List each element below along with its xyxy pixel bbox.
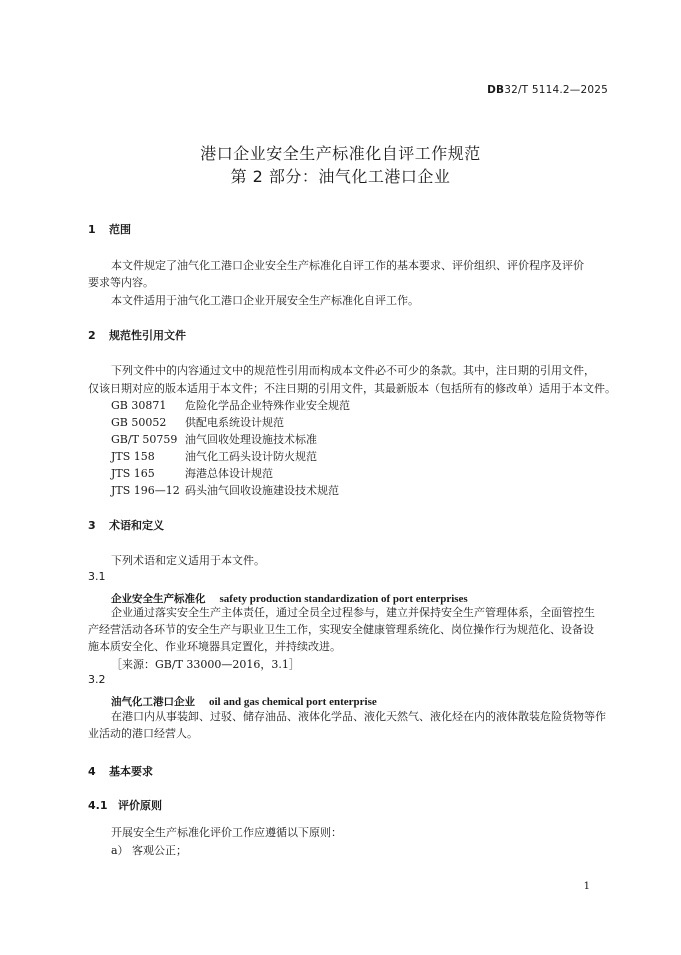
- section-1-paragraph: 本文件规定了油气化工港口企业安全生产标准化自评工作的基本要求、评价组织、评价程序及评价: [111, 259, 584, 272]
- term-3-1-number: 3.1: [88, 570, 106, 583]
- section-4-heading: 4 基本要求: [88, 765, 153, 778]
- term-3-1-definition-cont: 产经营活动各环节的安全生产与职业卫生工作，实现安全健康管理系统化、岗位操作行为规范化、设备设: [88, 623, 594, 636]
- section-1-paragraph-cont: 要求等内容。: [88, 276, 154, 289]
- reference-item: JTS 158 油气化工码头设计防火规范: [111, 450, 317, 463]
- reference-item: GB 30871 危险化学品企业特殊作业安全规范: [111, 399, 350, 412]
- section-4-1-heading: 4.1 评价原则: [88, 799, 162, 812]
- section-1-scope: 本文件适用于油气化工港口企业开展安全生产标准化自评工作。: [111, 294, 419, 307]
- section-2-paragraph-cont: 仅该日期对应的版本适用于本文件；不注日期的引用文件，其最新版本（包括所有的修改单）适用于本文件。: [88, 382, 616, 395]
- section-3-heading: 3 术语和定义: [88, 519, 164, 532]
- section-4-1-paragraph: 开展安全生产标准化评价工作应遵循以下原则：: [111, 826, 342, 839]
- reference-item: JTS 165 海港总体设计规范: [111, 467, 273, 480]
- document-title: 港口企业安全生产标准化自评工作规范: [200, 144, 481, 163]
- term-3-1-definition: 企业通过落实安全生产主体责任，通过全员全过程参与，建立并保持安全生产管理体系，全面管控生: [111, 606, 595, 619]
- document-code: DB32/T 5114.2—2025: [487, 84, 608, 96]
- term-3-1-title: 企业安全生产标准化 safety production standardization of port enterprises: [111, 593, 468, 605]
- list-item-a: a） 客观公正；: [111, 844, 188, 857]
- reference-item: GB 50052 供配电系统设计规范: [111, 416, 284, 429]
- term-3-2-title: 油气化工港口企业 oil and gas chemical port enterprise: [111, 696, 377, 708]
- section-2-heading: 2 规范性引用文件: [88, 329, 186, 342]
- term-3-2-definition: 在港口内从事装卸、过驳、储存油品、液体化学品、液化天然气、液化烃在内的液体散装危险货物等作: [111, 710, 606, 723]
- section-1-heading: 1 范围: [88, 223, 131, 236]
- reference-item: GB/T 50759 油气回收处理设施技术标准: [111, 433, 317, 446]
- term-3-2-number: 3.2: [88, 673, 106, 686]
- document-subtitle: 第 2 部分：油气化工港口企业: [230, 167, 451, 186]
- term-3-1-definition-cont: 施本质安全化、作业环境器具定置化，并持续改进。: [88, 640, 341, 653]
- term-3-1-source: ［来源：GB/T 33000—2016，3.1］: [111, 658, 300, 671]
- reference-item: JTS 196—12 码头油气回收设施建设技术规范: [111, 484, 339, 497]
- section-3-intro: 下列术语和定义适用于本文件。: [111, 554, 265, 567]
- section-2-paragraph: 下列文件中的内容通过文中的规范性引用而构成本文件必不可少的条款。其中，注日期的引用文件，: [111, 364, 595, 377]
- page-number: 1: [583, 881, 590, 892]
- term-3-2-definition-cont: 业活动的港口经营人。: [88, 727, 198, 740]
